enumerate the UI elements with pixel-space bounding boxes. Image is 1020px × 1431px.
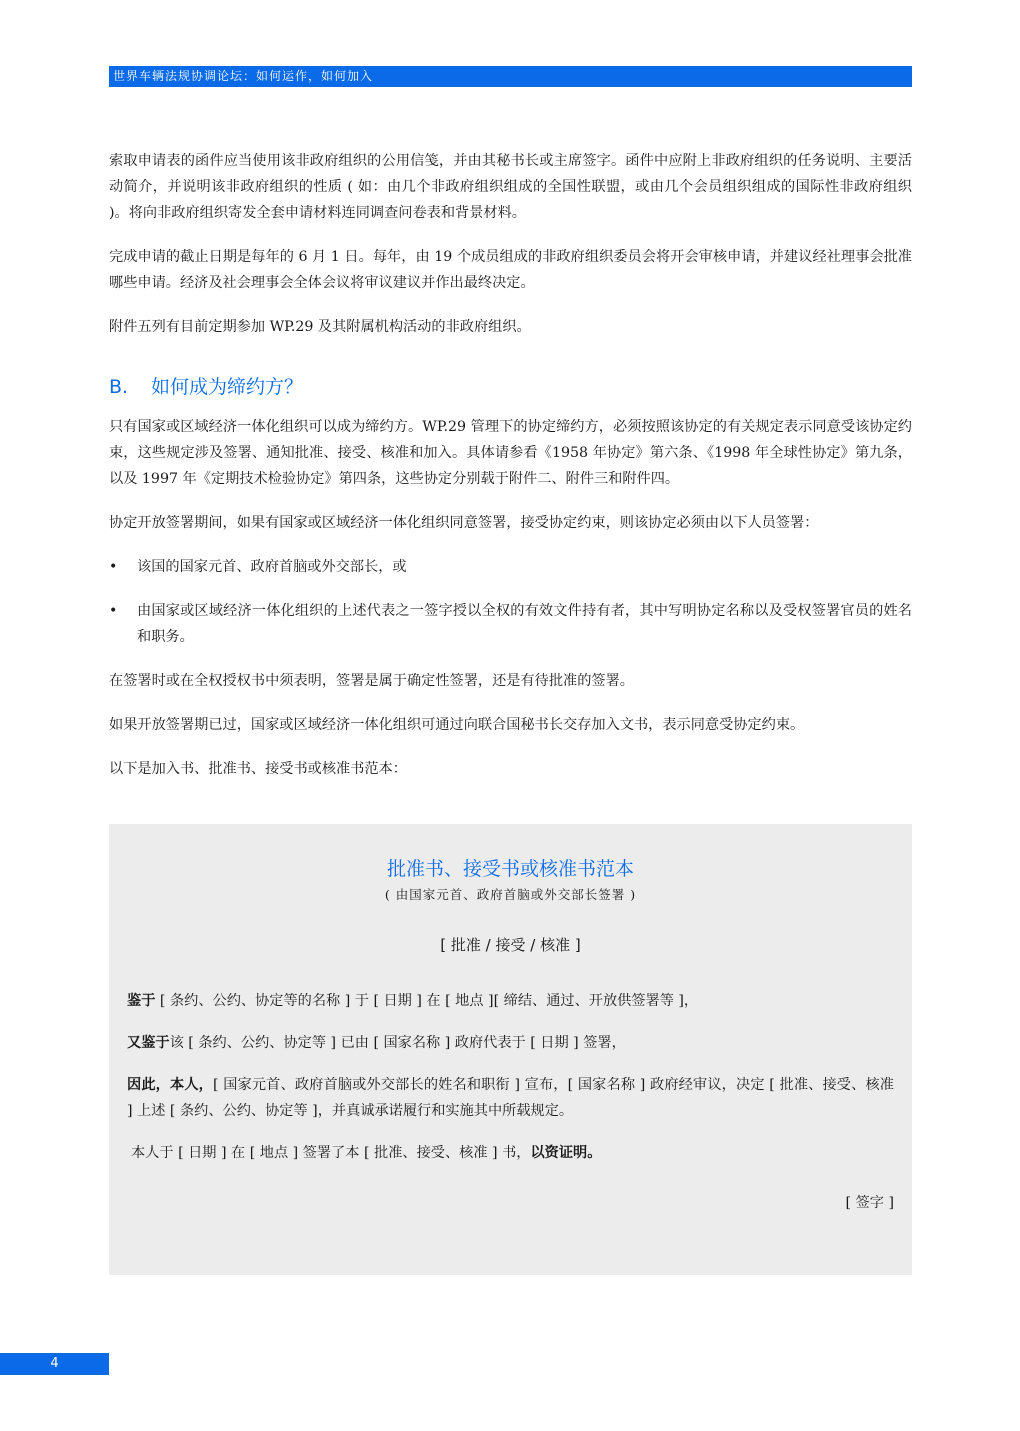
paragraph: 附件五列有目前定期参加 WP.29 及其附属机构活动的非政府组织。 bbox=[109, 319, 531, 335]
list-item-text: 由国家或区域经济一体化组织的上述代表之一签字授以全权的有效文件持有者，其中写明协定名称以及受权签署官员的姓名和职务。 bbox=[137, 603, 912, 645]
paragraph: 索取申请表的函件应当使用该非政府组织的公用信笺，并由其秘书长或主席签字。函件中应附上非政府组织的任务说明、主要活动简介，并说明该非政府组织的性质 ( 如：由几个非政府组织组成的全国性联盟，或由几个会员组织组成的国际性非政府组织 )。将向非政府组织寄发全套申请材料连同调查问卷表和背景材料。 bbox=[109, 153, 912, 221]
section-heading bbox=[109, 374, 912, 400]
template-text: 该 [ 条约、公约、协定等 ] 已由 [ 国家名称 ] 政府代表于 [ 日期 ] 签署， bbox=[169, 1035, 626, 1051]
paragraph: 完成申请的截止日期是每年的 6 月 1 日。每年，由 19 个成员组成的非政府组织委员会将开会审核申请，并建议经社理事会批准哪些申请。经济及社会理事会全体会议将审议建议并作出最终决定。 bbox=[109, 249, 912, 291]
page-number: 4 bbox=[0, 1353, 109, 1375]
bullet-icon: • bbox=[109, 559, 118, 575]
bullet-icon: • bbox=[109, 603, 118, 619]
template-title: 批准书、接受书或核准书范本 bbox=[386, 858, 634, 880]
bullet-list bbox=[109, 554, 912, 650]
template-text: [ 国家元首、政府首脑或外交部长的姓名和职衔 ] 宣布，[ 国家名称 ] 政府经审议，决定 [ 批准、接受、核准 ] 上述 [ 条约、公约、协定等 ]，并真诚承诺履行和实施其中所载规定。 bbox=[127, 1077, 894, 1119]
section-title: 如何成为缔约方？ bbox=[151, 376, 304, 398]
list-item-text: 该国的国家元首、政府首脑或外交部长，或 bbox=[137, 559, 407, 575]
template-paragraph bbox=[127, 1140, 894, 1166]
paragraph: 如果开放签署期已过，国家或区域经济一体化组织可通过向联合国秘书长交存加入文书，表示同意受协定约束。 bbox=[109, 717, 805, 733]
paragraph: 以下是加入书、批准书、接受书或核准书范本： bbox=[109, 761, 407, 777]
template-paragraph bbox=[127, 1030, 894, 1056]
running-header: 世界车辆法规协调论坛：如何运作，如何加入 bbox=[109, 66, 912, 87]
template-paragraph bbox=[127, 1072, 894, 1124]
signature-placeholder: [ 签字 ] bbox=[845, 1195, 894, 1211]
template-text: 本人于 [ 日期 ] 在 [ 地点 ] 签署了本 [ 批准、接受、核准 ] 书， bbox=[131, 1145, 531, 1161]
template-paragraph bbox=[127, 988, 894, 1014]
template-lead: 鉴于 bbox=[127, 993, 156, 1009]
template-lead: 因此，本人， bbox=[127, 1077, 213, 1093]
list-item bbox=[109, 554, 912, 580]
instrument-template-box bbox=[109, 824, 912, 1275]
main-content bbox=[109, 148, 912, 800]
template-lead: 又鉴于 bbox=[127, 1035, 170, 1051]
template-text: [ 条约、公约、协定等的名称 ] 于 [ 日期 ] 在 [ 地点 ][ 缔结、通过、开放供签署等 ]， bbox=[155, 993, 699, 1009]
paragraph: 在签署时或在全权授权书中须表明，签署是属于确定性签署，还是有待批准的签署。 bbox=[109, 673, 634, 689]
template-choice: [ 批准 / 接受 / 核准 ] bbox=[440, 936, 581, 954]
paragraph: 协定开放签署期间，如果有国家或区域经济一体化组织同意签署，接受协定约束，则该协定必须由以下人员签署： bbox=[109, 515, 819, 531]
template-subtitle: ( 由国家元首、政府首脑或外交部长签署 ) bbox=[384, 887, 637, 902]
list-item bbox=[109, 598, 912, 650]
paragraph: 只有国家或区域经济一体化组织可以成为缔约方。WP.29 管理下的协定缔约方，必须按照该协定的有关规定表示同意受该协定约束，这些规定涉及签署、通知批准、接受、核准和加入。具体请参看《1958 年协定》第六条、《1998 年全球性协定》第九条，以及 1997 年《定期技术检验协定》第四条，这些协定分别载于附件二、附件三和附件四。 bbox=[109, 419, 912, 487]
template-lead: 以资证明。 bbox=[530, 1145, 602, 1161]
section-letter: B. bbox=[109, 376, 129, 398]
